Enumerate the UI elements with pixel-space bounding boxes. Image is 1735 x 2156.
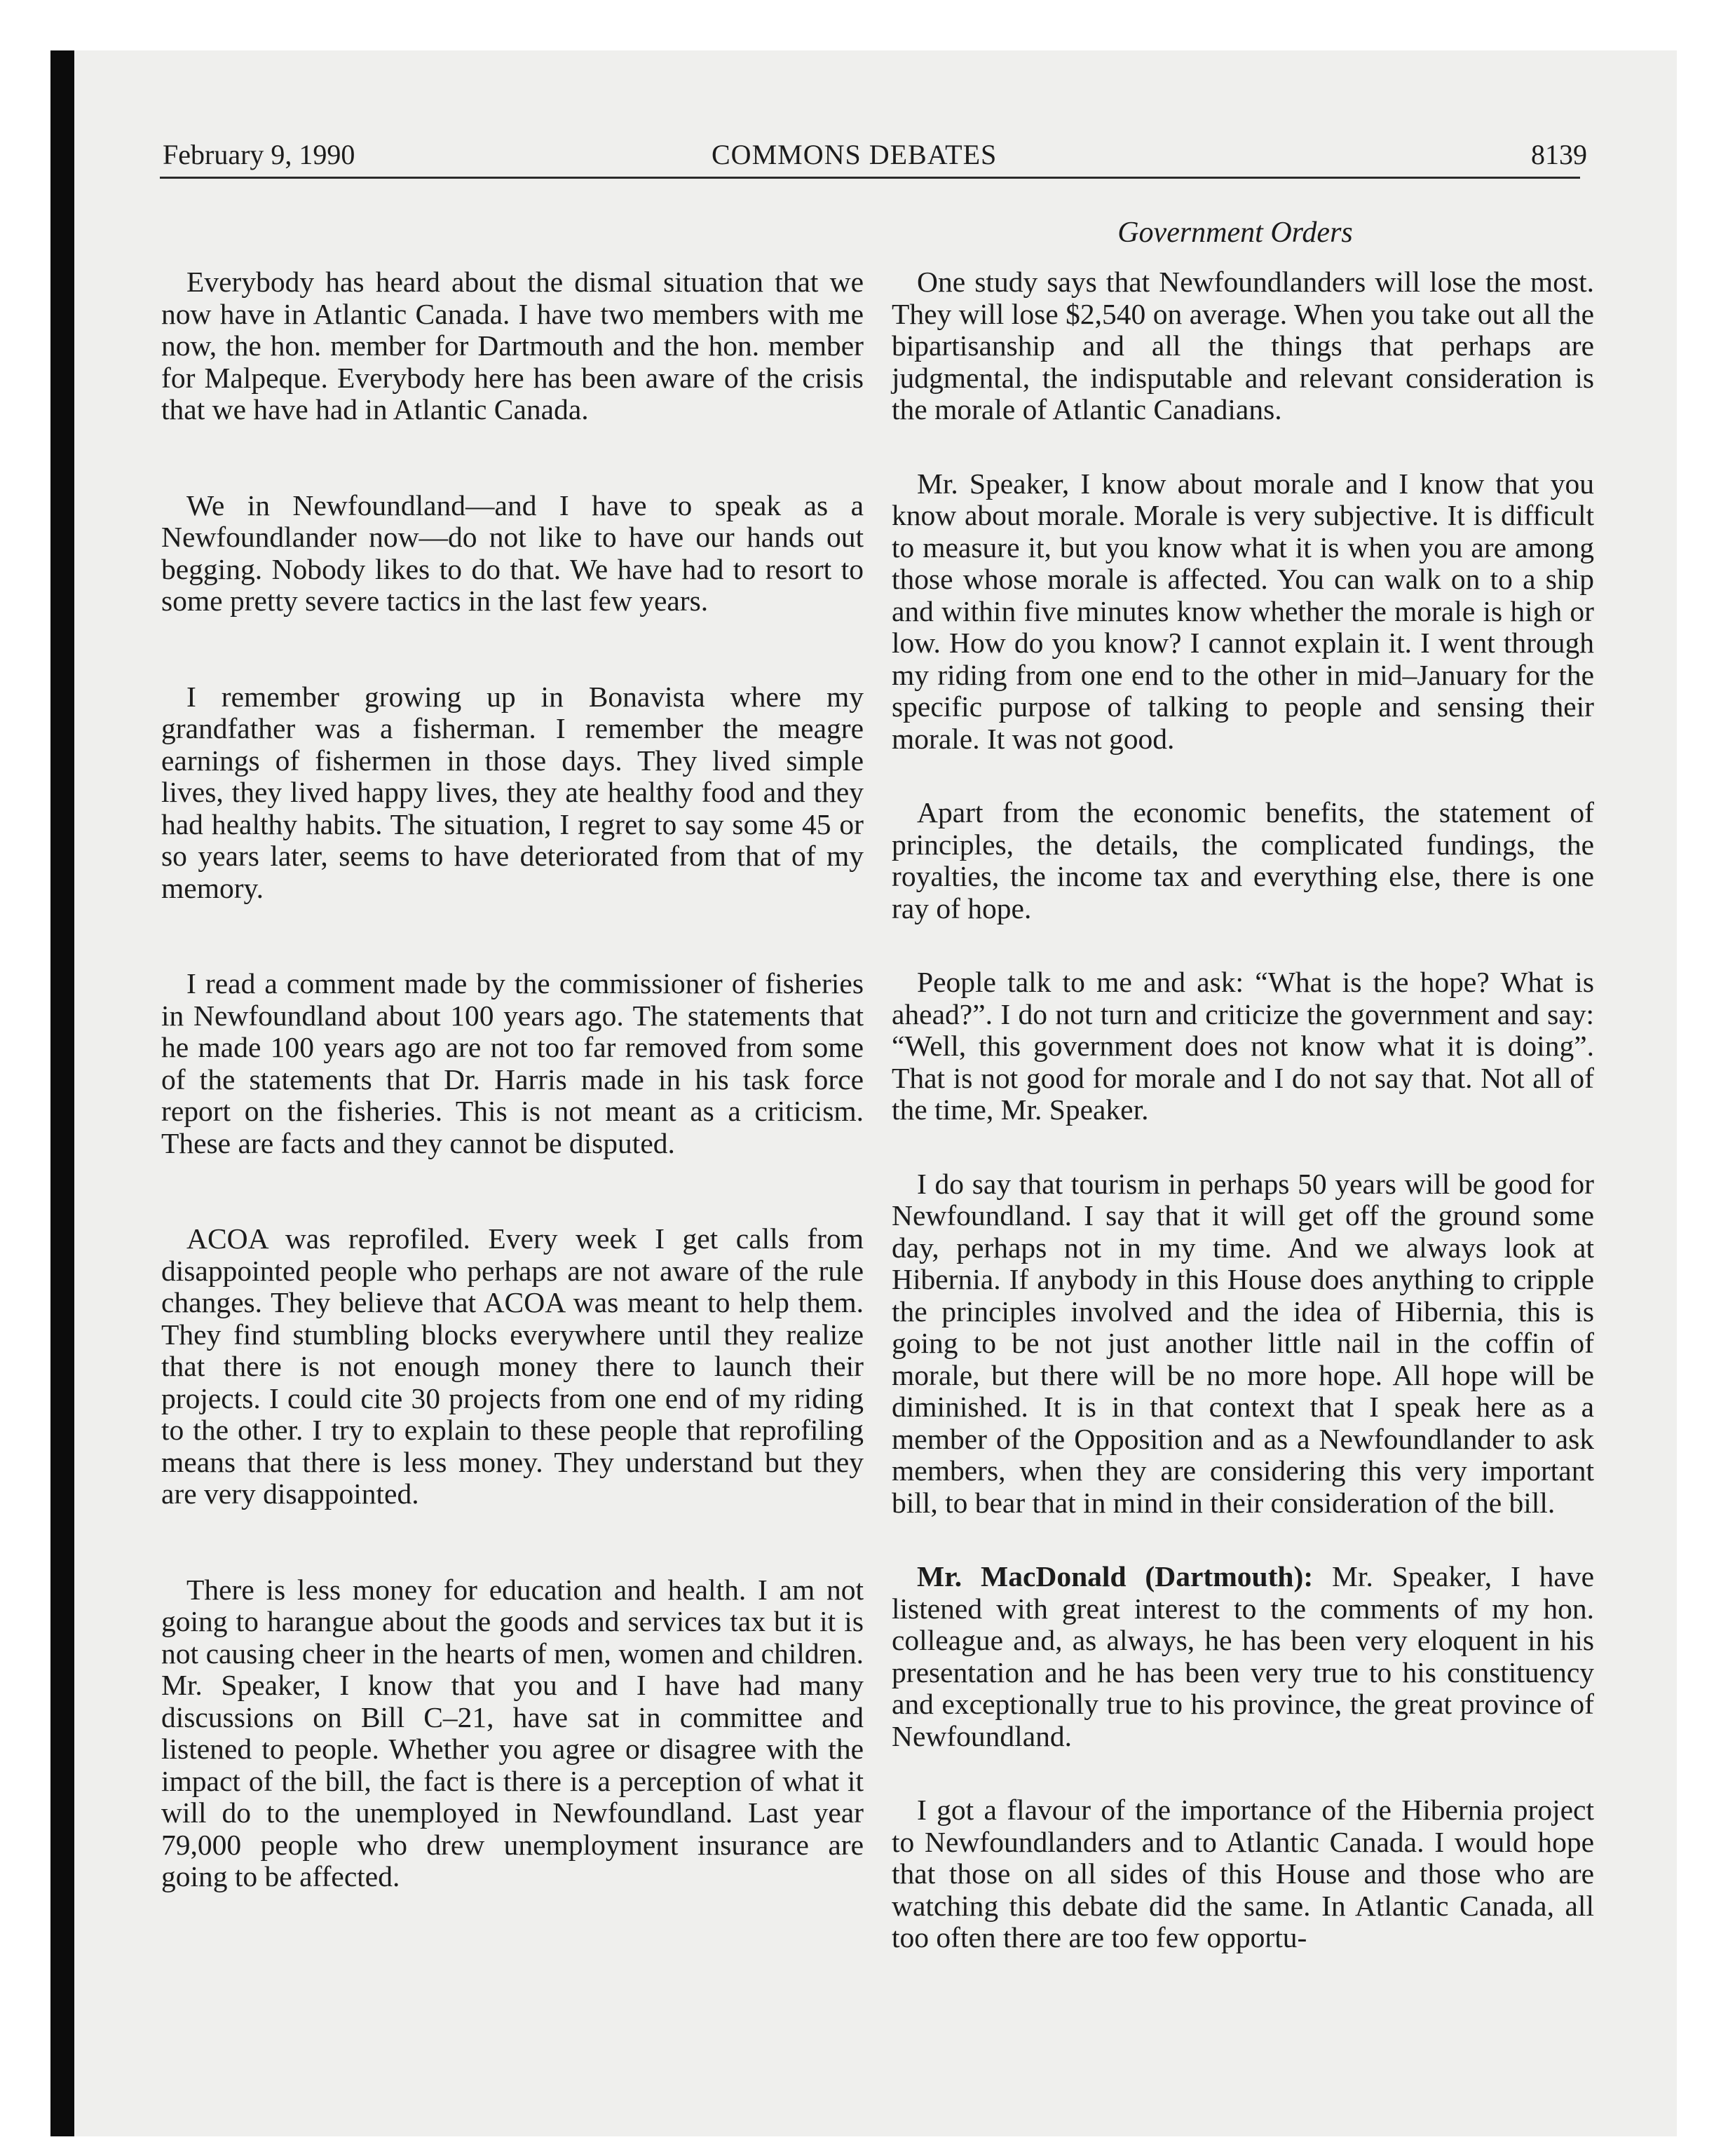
paragraph: ACOA was reprofiled. Every week I get calls from disappointed people who perhaps are not aware of the rule changes. They believe that ACOA was meant to help them. They find stumbling blocks everywhere until they realize that there is not enough money there to launch their projects. I could cite 30 projects from one end of my riding to the other. I try to explain to these people that reprofiling means that there is less money. They understand but they are very disappointed. bbox=[161, 1222, 864, 1510]
speech-paragraph bbox=[892, 1561, 1594, 1752]
paragraph: Everybody has heard about the dismal situation that we now have in Atlantic Canada. I have two members with me now, the hon. member for Dartmouth and the hon. member for Malpeque. Everybody here has been aware of the crisis that we have had in Atlantic Canada. bbox=[161, 266, 864, 425]
paragraph: I read a comment made by the commissioner of fisheries in Newfoundland about 100 years ago. The statements that he made 100 years ago are not too far removed from some of the statements that Dr. Harris made in his task force report on the fisheries. This is not meant as a criticism. These are facts and they cannot be disputed. bbox=[161, 967, 864, 1159]
right-column bbox=[892, 266, 1594, 1954]
header-date: February 9, 1990 bbox=[163, 139, 355, 170]
paragraph: I do say that tourism in perhaps 50 years will be good for Newfoundland. I say that it will get off the ground some day, perhaps not in my time. And we always look at Hibernia. If anybody in this House does anything to cripple the principles involved and the idea of Hibernia, this is going to be not just another little nail in the coffin of morale, but there will be no more hope. All hope will be diminished. It is in that context that I speak here as a member of the Opposition and as a Newfoundlander to ask members, when they are considering this very important bill, to bear that in mind in their consideration of the bill. bbox=[892, 1167, 1594, 1519]
header-rule bbox=[160, 177, 1580, 179]
paragraph: There is less money for education and health. I am not going to harangue about the goods and services tax but it is not causing cheer in the hearts of men, women and children. Mr. Speaker, I know that you and I have had many discussions on Bill C–21, have sat in committee and listened to people. Whether you agree or disagree with the impact of the bill, the fact is there is a perception of what it will do to the unemployed in Newfoundland. Last year 79,000 people who drew unemployment insurance are going to be affected. bbox=[161, 1573, 864, 1892]
paragraph: Apart from the economic benefits, the statement of principles, the details, the complicated fundings, the royalties, the income tax and everything else, there is one ray of hope. bbox=[892, 796, 1594, 925]
paragraph: We in Newfoundland—and I have to speak as a Newfoundlander now—do not like to have our hands out begging. Nobody likes to do that. We have had to resort to some pretty severe tactics in the last few years. bbox=[161, 489, 864, 617]
paragraph: One study says that Newfoundlanders will lose the most. They will lose $2,540 on average. When you take out all the bipartisanship and all the things that perhaps are judgmental, the indisputable and relevant consideration is the morale of Atlantic Canadians. bbox=[892, 266, 1594, 425]
binding-edge bbox=[50, 50, 74, 2136]
header-page-number: 8139 bbox=[1531, 139, 1587, 170]
paragraph: Mr. Speaker, I know about morale and I know that you know about morale. Morale is very subjective. It is difficult to measure it, but you know what it is when you are among those whose morale is affected. You can walk on to a ship and within five minutes know whether the morale is high or low. How do you know? I cannot explain it. I went through my riding from one end to the other in mid–January for the specific purpose of talking to people and sensing their morale. It was not good. bbox=[892, 467, 1594, 755]
paragraph: I remember growing up in Bonavista where my grandfather was a fisherman. I remember the meagre earnings of fishermen in those days. They lived simple lives, they lived happy lives, they ate healthy food and they had healthy habits. The situation, I regret to say some 45 or so years later, seems to have deteriorated from that of my memory. bbox=[161, 680, 864, 904]
left-column bbox=[161, 266, 864, 1893]
header-publication: COMMONS DEBATES bbox=[712, 139, 998, 170]
section-title: Government Orders bbox=[1117, 217, 1353, 249]
paragraph: People talk to me and ask: “What is the hope? What is ahead?”. I do not turn and criticize the government and say: “Well, this government does not know what it is doing”. That is not good for morale and I do not say that. Not all of the time, Mr. Speaker. bbox=[892, 966, 1594, 1126]
speech-text: Mr. Speaker, I have listened with great interest to the comments of my hon. colleague and, as always, he has been very eloquent in his presentation and he has been very true to his constituency and exceptionally true to his province, the great province of Newfoundland. bbox=[892, 1560, 1594, 1752]
speaker-name: Mr. MacDonald (Dartmouth): bbox=[917, 1560, 1314, 1592]
paragraph: I got a flavour of the importance of the Hibernia project to Newfoundlanders and to Atlantic Canada. I would hope that those on all sides of this House and those who are watching this debate did the same. In Atlantic Canada, all too often there are too few opportu- bbox=[892, 1794, 1594, 1953]
